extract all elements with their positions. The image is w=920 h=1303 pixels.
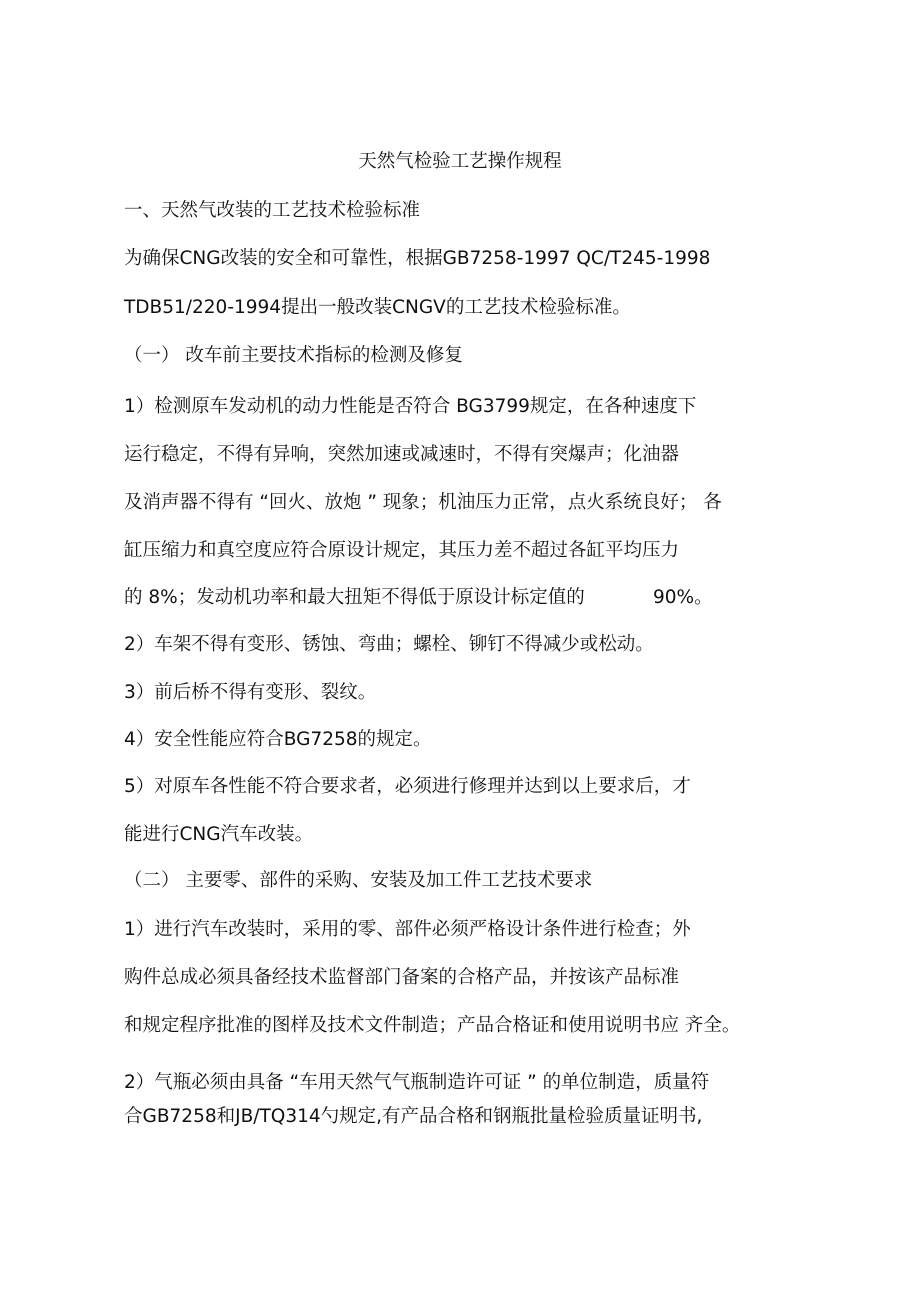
part1-item1-line-5b: 90%。: [653, 587, 713, 608]
part1-item1-line-2: 运行稳定，不得有异响，突然加速或减速时，不得有突爆声；化油器: [124, 444, 680, 465]
part2-item2-line-1: 2）气瓶必须由具备 “车用天然气气瓶制造许可证 ” 的单位制造，质量符: [124, 1072, 710, 1093]
part2-item2-line-2: 合GB7258和JB/TQ314勺规定,有产品合格和钢瓶批量检验质量证明书,: [124, 1106, 703, 1127]
part2-item1-line-2: 购件总成必须具备经技术监督部门备案的合格产品，并按该产品标准: [124, 967, 680, 988]
part1-item2: 2）车架不得有变形、锈蚀、弯曲；螺栓、铆钉不得减少或松动。: [124, 634, 654, 655]
intro-line-2: TDB51/220-1994提出一般改装CNGV的工艺技术检验标准。: [124, 297, 631, 318]
section-heading: 一、天然气改装的工艺技术检验标准: [124, 200, 421, 221]
part1-item1-line-1: 1）检测原车发动机的动力性能是否符合 BG3799规定，在各种速度下: [124, 396, 697, 417]
part2-item1-line-1: 1）进行汽车改装时，采用的零、部件必须严格设计条件进行检查；外: [124, 919, 691, 940]
part2-item1-line-3: 和规定程序批准的图样及技术文件制造；产品合格证和使用说明书应 齐全。: [124, 1015, 741, 1036]
part1-item1-line-5a: 的 8%；发动机功率和最大扭矩不得低于原设计标定值的: [124, 587, 585, 608]
part1-item5-line-2: 能进行CNG汽车改装。: [124, 824, 314, 845]
part1-item5-line-1: 5）对原车各性能不符合要求者，必须进行修理并达到以上要求后，才: [124, 776, 691, 797]
part1-item3: 3）前后桥不得有变形、裂纹。: [124, 682, 377, 703]
part1-item4: 4）安全性能应符合BG7258的规定。: [124, 729, 432, 750]
part1-item1-line-4: 缸压缩力和真空度应符合原设计规定，其压力差不超过各缸平均压力: [124, 540, 680, 561]
part1-heading: （一） 改车前主要技术指标的检测及修复: [124, 345, 463, 366]
part1-item1-line-3: 及消声器不得有 “回火、放炮 ” 现象；机油压力正常，点火系统良好； 各: [124, 492, 722, 513]
intro-line-1: 为确保CNG改装的安全和可靠性，根据GB7258-1997 QC/T245-1998: [124, 248, 711, 269]
part2-heading: （二） 主要零、部件的采购、安装及加工件工艺技术要求: [124, 870, 593, 891]
document-title: 天然气检验工艺操作规程: [358, 151, 562, 172]
